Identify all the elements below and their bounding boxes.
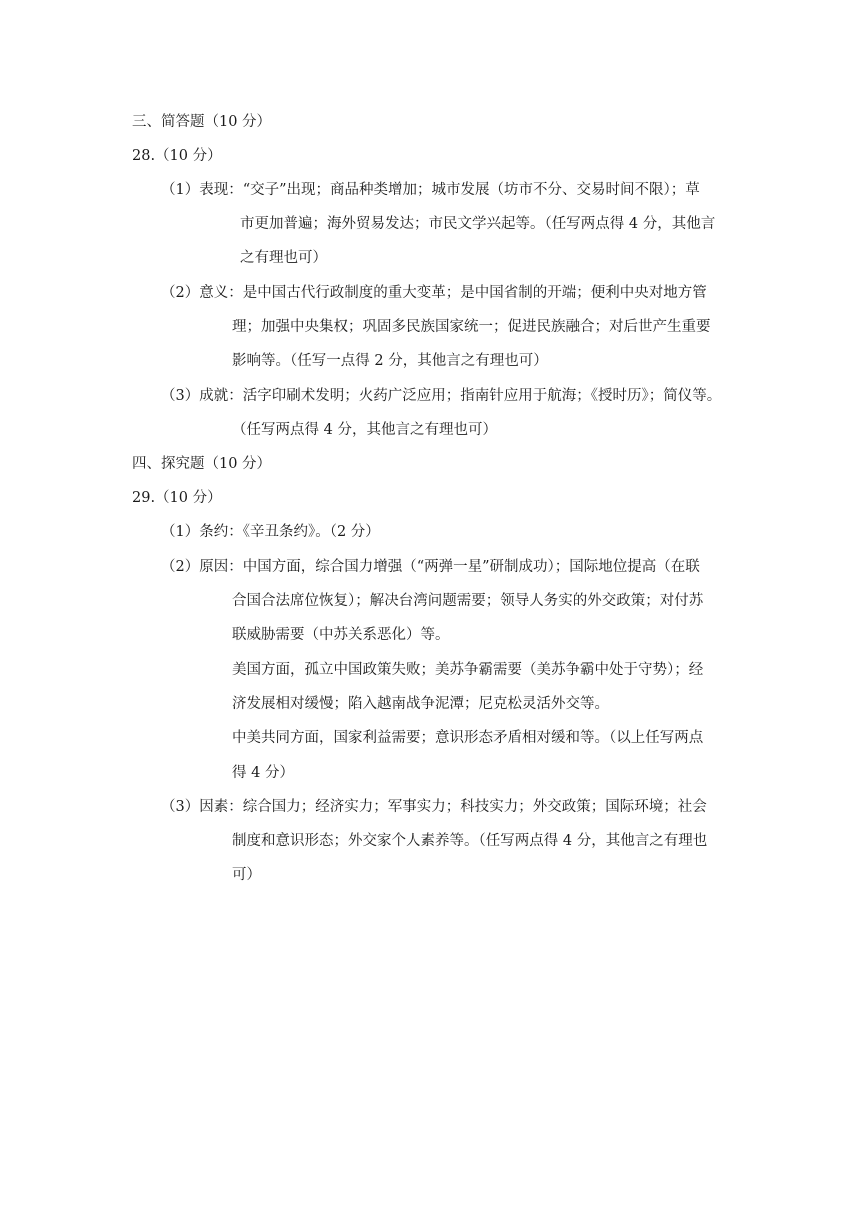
section-4-title: 四、探究题（10 分） bbox=[132, 456, 272, 472]
text-line: （任写两点得 4 分，其他言之有理也可） bbox=[232, 422, 497, 438]
text-line: （1）条约：《辛丑条约》。（2 分） bbox=[161, 524, 380, 540]
text-line: 之有理也可） bbox=[240, 250, 327, 266]
text-line: 联威胁需要（中苏关系恶化）等。 bbox=[232, 627, 450, 643]
text-line: （3）因素：综合国力；经济实力；军事实力；科技实力；外交政策；国际环境；社会 bbox=[161, 799, 707, 815]
text-line: 美国方面，孤立中国政策失败；美苏争霸需要（美苏争霸中处于守势）；经 bbox=[232, 662, 704, 678]
section-3-title: 三、简答题（10 分） bbox=[132, 114, 272, 130]
text-line: （2）原因：中国方面，综合国力增强（“两弹一星”研制成功）；国际地位提高（在联 bbox=[161, 559, 700, 575]
text-line: 影响等。（任写一点得 2 分，其他言之有理也可） bbox=[232, 353, 548, 369]
q29-heading: 29.（10 分） bbox=[132, 490, 222, 506]
text-line: 合国合法席位恢复）；解决台湾问题需要；领导人务实的外交政策；对付苏 bbox=[232, 593, 704, 609]
text-line: 得 4 分） bbox=[232, 765, 294, 781]
q28-heading: 28.（10 分） bbox=[132, 148, 222, 164]
text-line: 制度和意识形态；外交家个人素养等。（任写两点得 4 分，其他言之有理也 bbox=[232, 833, 708, 849]
text-line: 市更加普遍；海外贸易发达；市民文学兴起等。（任写两点得 4 分，其他言 bbox=[240, 216, 716, 232]
text-line: （1）表现：“交子”出现；商品种类增加；城市发展（坊市不分、交易时间不限）；草 bbox=[161, 182, 700, 198]
text-line: 济发展相对缓慢；陷入越南战争泥潭；尼克松灵活外交等。 bbox=[232, 696, 609, 712]
text-line: （3）成就：活字印刷术发明；火药广泛应用；指南针应用于航海；《授时历》；简仪等。 bbox=[161, 388, 722, 404]
text-line: 中美共同方面，国家利益需要；意识形态矛盾相对缓和等。（以上任写两点 bbox=[232, 730, 704, 746]
text-line: （2）意义：是中国古代行政制度的重大变革；是中国省制的开端；便利中央对地方管 bbox=[161, 285, 707, 301]
text-line: 可） bbox=[232, 867, 261, 883]
text-line: 理；加强中央集权；巩固多民族国家统一；促进民族融合；对后世产生重要 bbox=[232, 319, 711, 335]
